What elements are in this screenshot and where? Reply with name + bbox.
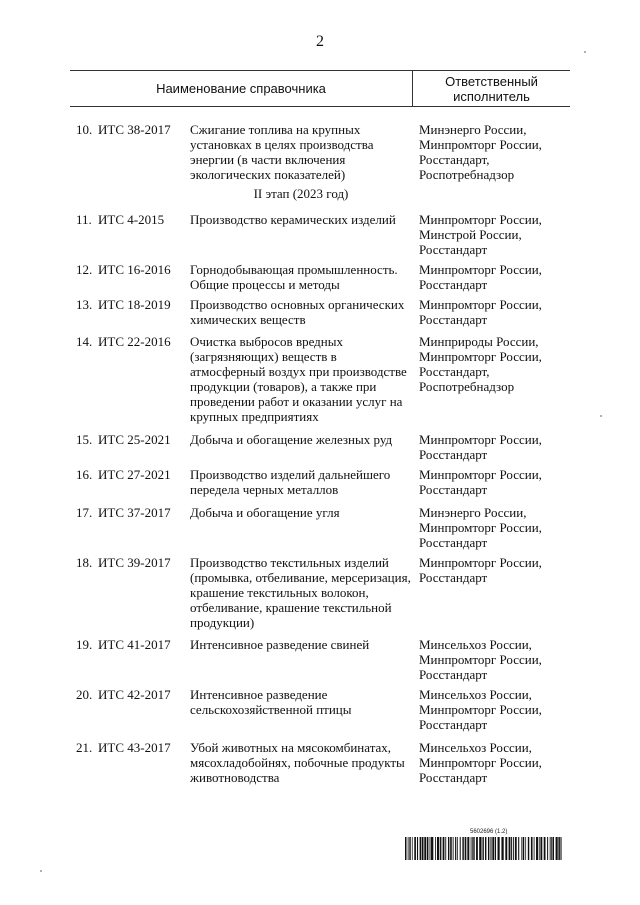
row-executor-line: Минпромторг России, [419,432,542,447]
row-number: 18. [76,555,93,570]
row-executor-line: Роспотребнадзор [419,379,515,394]
row-executor [419,687,569,732]
row-name [190,334,412,424]
row-name-line: животноводства [190,770,280,785]
row-name-line: (промывка, отбеливание, мерсеризация, [190,570,411,585]
row-executor-line: Росстандарт [419,667,488,682]
row-name-line: Очистка выбросов вредных [190,334,343,349]
row-name-line: Производство основных органических [190,297,405,312]
row-name-line: проведении работ и оказании услуг на [190,394,403,409]
row-executor [419,555,569,585]
row-name-line: энергии (в части включения [190,152,346,167]
row-executor-line: Росстандарт [419,717,488,732]
row-executor-line: Минпромторг России, [419,555,542,570]
row-name [190,505,412,520]
row-number: 14. [76,334,93,349]
header-executor-line: Ответственный [445,73,538,89]
row-number: 13. [76,297,93,312]
row-executor-line: Минпромторг России, [419,349,542,364]
row-name-line: (загрязняющих) веществ в [190,349,337,364]
row-name-line: крашение текстильных волокон, [190,585,369,600]
row-executor-line: Роспотребнадзор [419,167,515,182]
header-name-column: Наименование справочника [156,81,326,96]
row-code: ИТС 39-2017 [98,555,171,570]
row-executor-line: Минпромторг России, [419,520,542,535]
row-executor-line: Минэнерго России, [419,505,527,520]
row-name [190,432,412,447]
row-code: ИТС 18-2019 [98,297,171,312]
row-name-line: передела черных металлов [190,482,339,497]
row-name-line: крупных предприятиях [190,409,319,424]
row-executor-line: Росстандарт, [419,152,490,167]
row-number: 21. [76,740,93,755]
row-name-line: сельскохозяйственной птицы [190,702,352,717]
row-executor-line: Минпромторг России, [419,212,542,227]
row-executor-line: Росстандарт [419,482,488,497]
row-executor-line: Минпромторг России, [419,755,542,770]
row-code: ИТС 25-2021 [98,432,171,447]
row-code: ИТС 37-2017 [98,505,171,520]
row-name [190,740,412,785]
row-executor-line: Минпромторг России, [419,297,542,312]
scan-dot [600,415,602,417]
row-name-line: установках в целях производства [190,137,374,152]
row-executor-line: Росстандарт [419,770,488,785]
row-name-line: Общие процессы и методы [190,277,340,292]
row-executor-line: Минприроды России, [419,334,539,349]
row-name [190,262,412,292]
row-name-line: химических веществ [190,312,306,327]
row-name-line: продукции (товаров), а также при [190,379,377,394]
row-executor-line: Росстандарт [419,312,488,327]
row-executor-line: Минсельхоз России, [419,687,532,702]
row-name-line: Добыча и обогащение железных руд [190,432,393,447]
row-name [190,637,412,652]
row-number: 10. [76,122,93,137]
row-name-line: Производство керамических изделий [190,212,396,227]
row-number: 19. [76,637,93,652]
row-code: ИТС 27-2021 [98,467,171,482]
row-name-line: Производство изделий дальнейшего [190,467,391,482]
row-executor [419,297,569,327]
row-name-line: Горнодобывающая промышленность. [190,262,398,277]
row-number: 17. [76,505,93,520]
row-executor-line: Минпромторг России, [419,702,542,717]
barcode-icon [405,837,562,860]
row-executor [419,334,569,394]
row-executor [419,637,569,682]
row-executor-line: Росстандарт [419,277,488,292]
row-number: 11. [76,212,92,227]
row-executor [419,122,569,182]
row-name-line: Убой животных на мясокомбинатах, [190,740,392,755]
header-executor-line: исполнитель [453,88,530,104]
row-executor-line: Росстандарт [419,447,488,462]
row-name-line: атмосферный воздух при производстве [190,364,407,379]
row-executor-line: Минсельхоз России, [419,637,532,652]
row-name-line: Производство текстильных изделий [190,555,389,570]
row-code: ИТС 4-2015 [98,212,165,227]
row-executor-line: Минпромторг России, [419,137,542,152]
row-name-line: Интенсивное разведение свиней [190,637,370,652]
row-name-line: мясохладобойнях, побочные продукты [190,755,405,770]
row-number: 12. [76,262,93,277]
row-name [190,467,412,497]
row-executor-line: Минстрой России, [419,227,522,242]
row-name [190,297,412,327]
row-number: 16. [76,467,93,482]
scan-dot [584,51,586,53]
stamp-text: 5602696 (1.2) [470,829,508,835]
stage-label: II этап (2023 год) [253,186,349,201]
row-executor [419,740,569,785]
row-code: ИТС 43-2017 [98,740,171,755]
row-executor [419,262,569,292]
row-executor-line: Росстандарт [419,570,488,585]
row-number: 20. [76,687,93,702]
row-name [190,687,412,717]
row-executor-line: Минпромторг России, [419,652,542,667]
row-executor [419,212,569,257]
row-name [190,212,412,227]
row-executor-line: Минсельхоз России, [419,740,532,755]
row-executor-line: Росстандарт [419,535,488,550]
row-name [190,122,412,182]
row-name [190,555,412,630]
row-executor-line: Минпромторг России, [419,262,542,277]
row-executor [419,432,569,462]
row-code: ИТС 16-2016 [98,262,171,277]
row-executor-line: Росстандарт [419,242,488,257]
row-name-line: Сжигание топлива на крупных [190,122,361,137]
row-code: ИТС 38-2017 [98,122,171,137]
row-code: ИТС 42-2017 [98,687,171,702]
row-code: ИТС 41-2017 [98,637,171,652]
page-number: 2 [316,33,324,50]
row-executor [419,505,569,550]
row-name-line: экологических показателей) [190,167,346,182]
row-executor-line: Минэнерго России, [419,122,527,137]
row-name-line: Добыча и обогащение угля [190,505,340,520]
row-number: 15. [76,432,93,447]
row-executor-line: Минпромторг России, [419,467,542,482]
row-name-line: Интенсивное разведение [190,687,328,702]
scan-dot [40,870,42,872]
row-executor [419,467,569,497]
row-name-line: продукции) [190,615,255,630]
row-code: ИТС 22-2016 [98,334,171,349]
row-executor-line: Росстандарт, [419,364,490,379]
row-name-line: отбеливание, крашение текстильной [190,600,392,615]
